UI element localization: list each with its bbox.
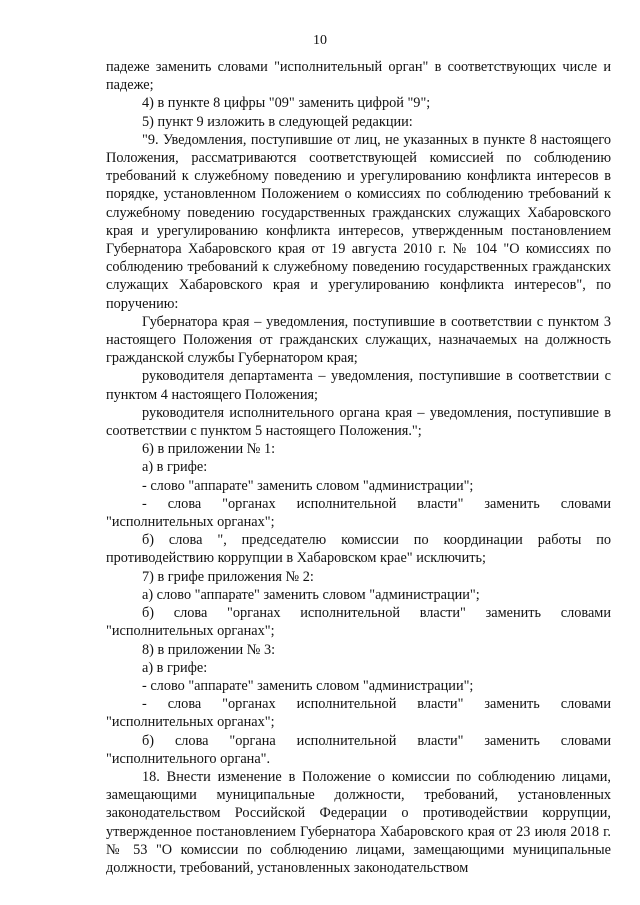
paragraph: 5) пункт 9 изложить в следующей редакции:	[142, 113, 413, 130]
paragraph: - слово "аппарате" заменить словом "администрации";	[142, 477, 474, 494]
paragraph: а) в грифе:	[142, 459, 208, 476]
paragraph: б) слова "органа исполнительной власти" заменить словами "исполнительного органа".	[106, 732, 611, 767]
paragraph: "9. Уведомления, поступившие от лиц, не указанных в пункте 8 настоящего Положения, рассматриваются соответствующей комиссией по соблюдению требований к служебному поведению и урегулированию конфликта интересов в порядке, установленном Положением о комиссиях по соблюдению требований к служебному поведению государственных гражданских служащих Хабаровского края и урегулированию конфликта интересов, утвержденным постановлением Губернатора Хабаровского края от 19 августа 2010 г. № 104 "О комиссиях по соблюдению требований к служебному поведению государственных гражданских служащих Хабаровского края и урегулированию конфликта интересов", по поручению:	[106, 131, 611, 312]
paragraph: падеже заменить словами "исполнительный орган" в соответствующих числе и падеже;	[106, 59, 611, 94]
paragraph: руководителя департамента – уведомления, поступившие в соответствии с пунктом 4 настоящего Положения;	[106, 368, 611, 403]
paragraph: - слова "органах исполнительной власти" заменить словами "исполнительных органах";	[106, 696, 611, 731]
paragraph: 6) в приложении № 1:	[142, 441, 276, 458]
paragraph: 18. Внести изменение в Положение о комиссии по соблюдению лицами, замещающими муниципальные должности, требований, установленных законодательством Российской Федерации о противодействии коррупции, утвержденное постановлением Губернатора Хабаровского края от 23 июля 2018 г. № 53 "О комиссии по соблюдению лицами, замещающими муниципальные должности, требований, установленных законодательством	[106, 768, 611, 876]
paragraph: - слово "аппарате" заменить словом "администрации";	[142, 677, 474, 694]
paragraph: а) в грифе:	[142, 659, 208, 676]
paragraph: б) слова "органах исполнительной власти" заменить словами "исполнительных органах";	[106, 605, 611, 640]
paragraph: 8) в приложении № 3:	[142, 641, 276, 658]
paragraph: 7) в грифе приложения № 2:	[142, 568, 314, 585]
paragraph: 4) в пункте 8 цифры "09" заменить цифрой "9";	[142, 95, 431, 112]
paragraph: руководителя исполнительного органа края – уведомления, поступившие в соответствии с пунктом 5 настоящего Положения.";	[106, 404, 611, 440]
document-body	[106, 58, 611, 877]
paragraph: б) слова ", председателю комиссии по координации работы по противодействию коррупции в Хабаровском крае" исключить;	[106, 532, 611, 567]
page-number: 10	[313, 33, 327, 48]
paragraph: - слова "органах исполнительной власти" заменить словами "исполнительных органах";	[106, 495, 611, 531]
paragraph: а) слово "аппарате" заменить словом "администрации";	[142, 586, 480, 603]
paragraph: Губернатора края – уведомления, поступившие в соответствии с пунктом 3 настоящего Положения от гражданских служащих, назначаемых на должность гражданской службы Губернатором края;	[106, 313, 611, 367]
